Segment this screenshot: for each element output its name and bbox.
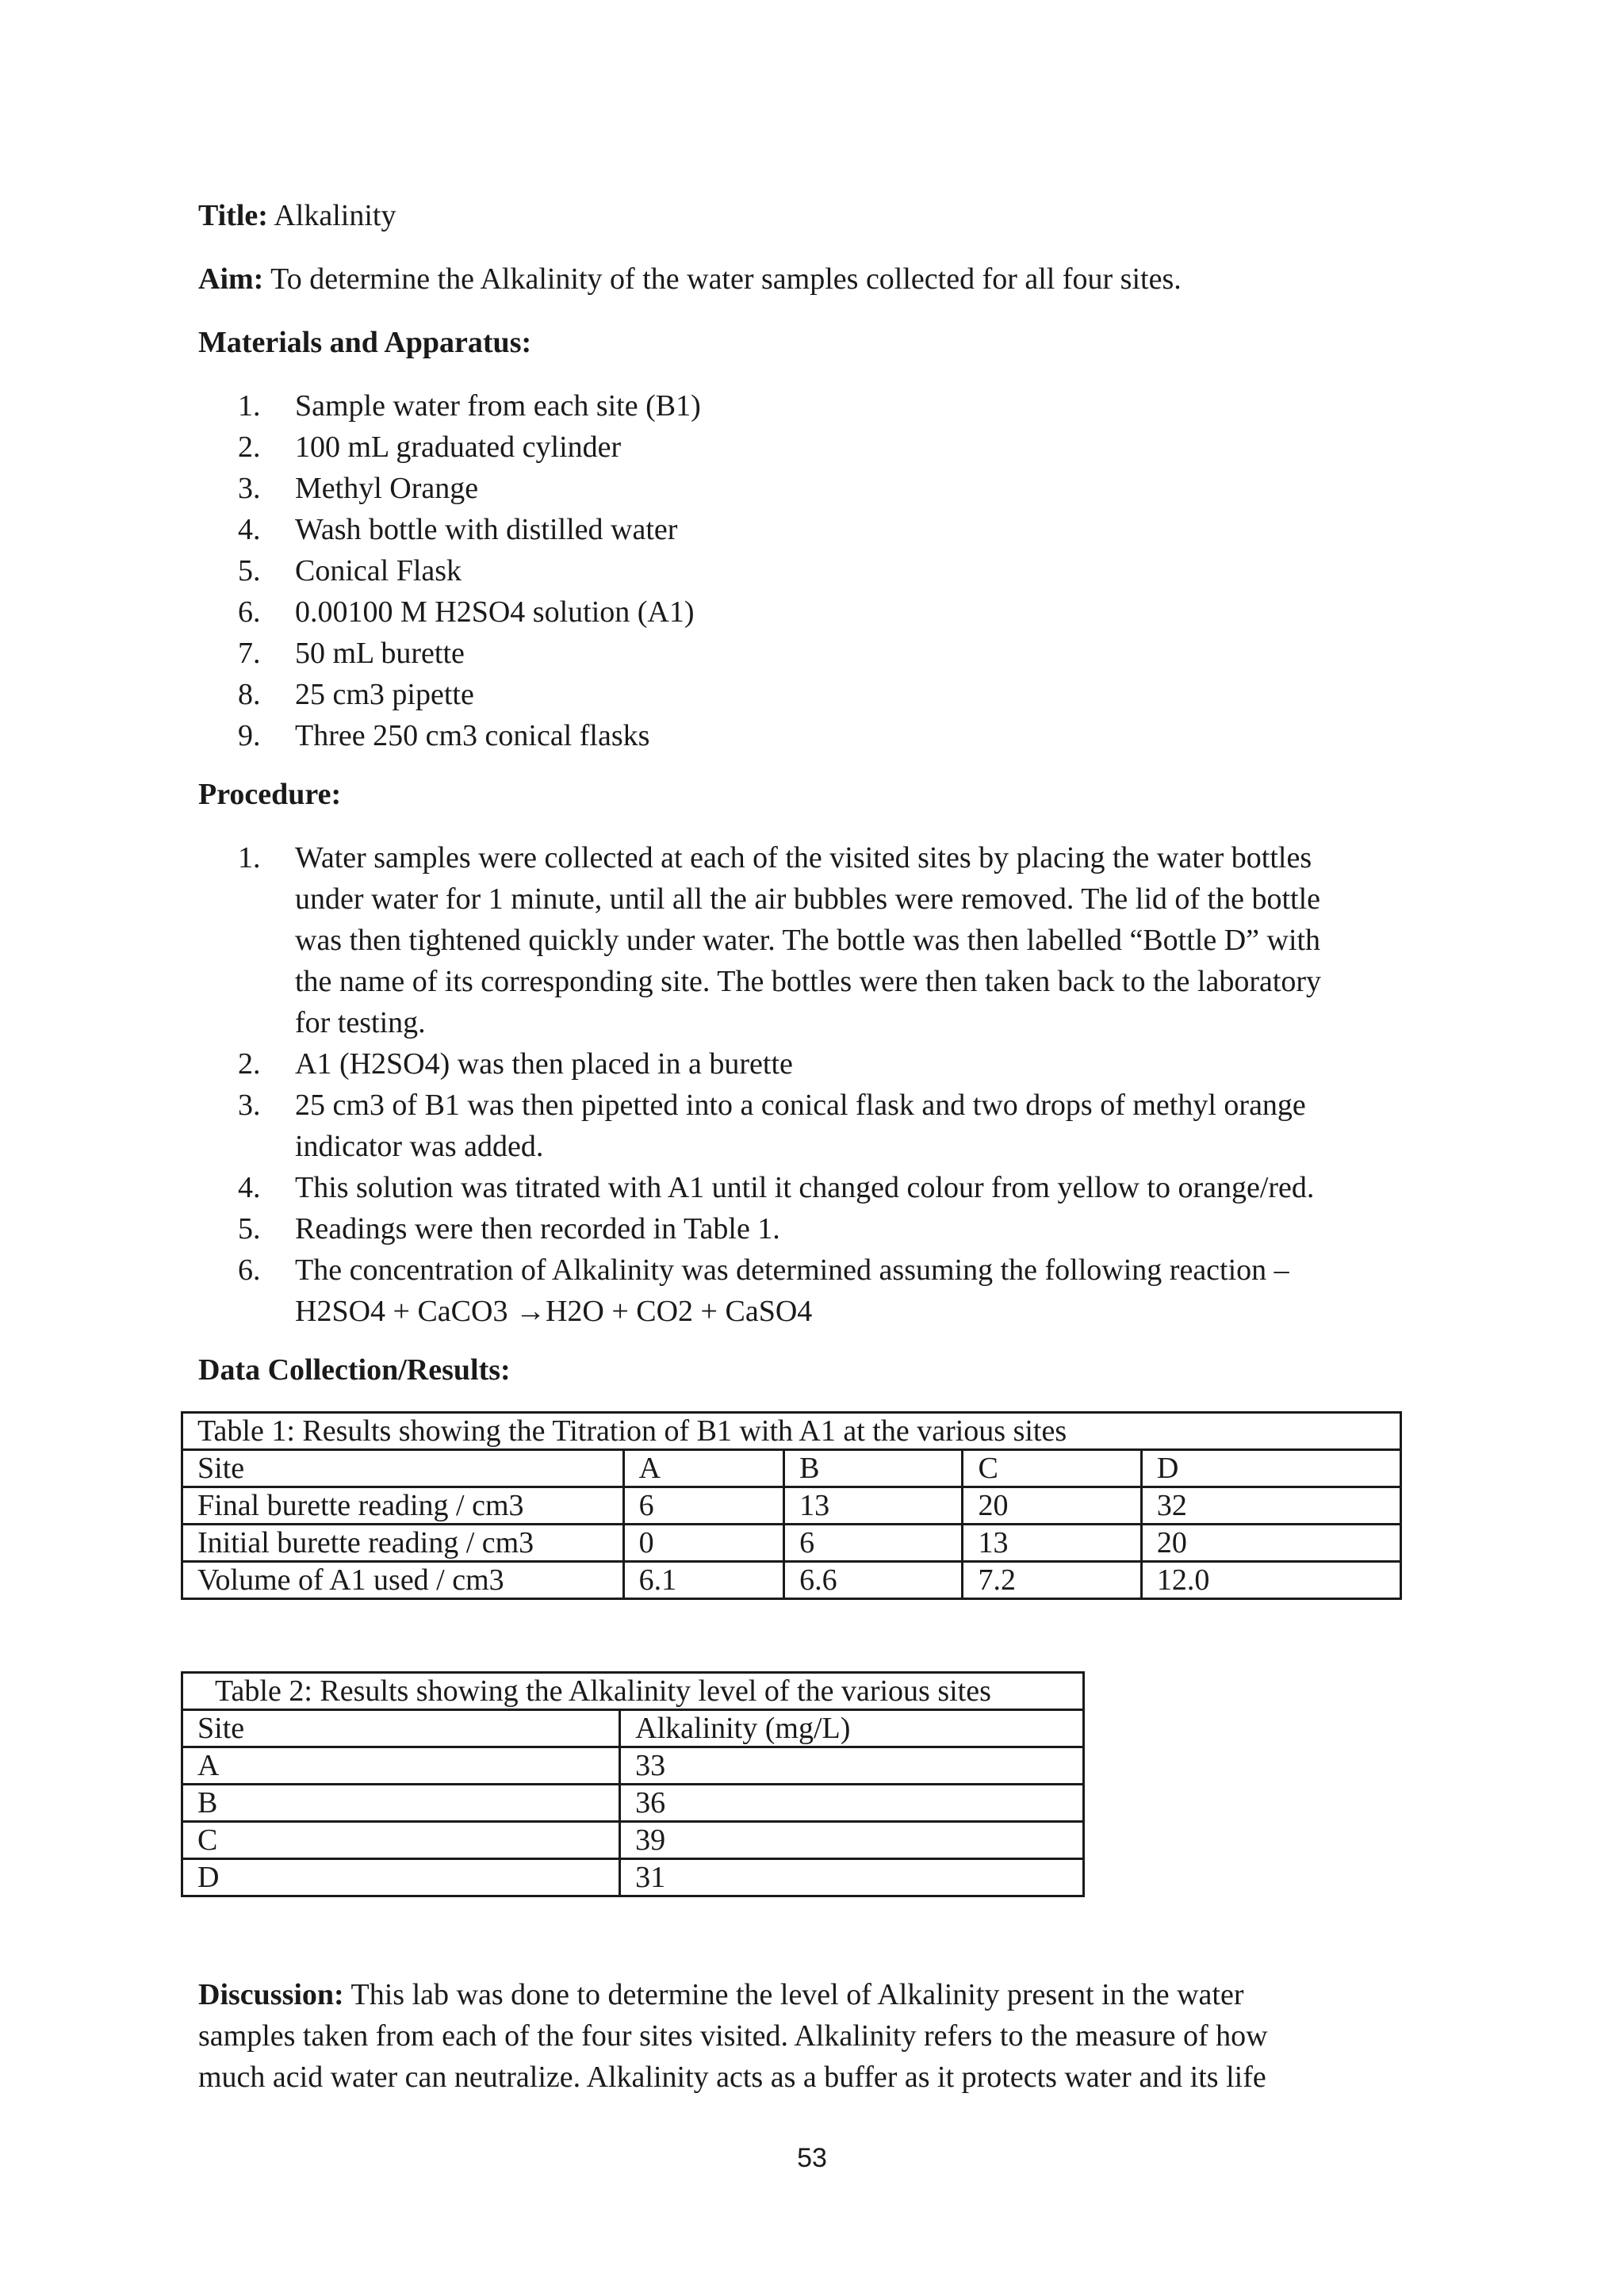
title-text: Alkalinity (274, 199, 396, 232)
table-row (182, 1562, 1401, 1599)
table-caption-row (182, 1413, 1401, 1450)
table-caption: Table 1: Results showing the Titration of B1 with A1 at the various sites (182, 1413, 1401, 1450)
discussion-text: This lab was done to determine the level of Alkalinity present in the water (343, 1978, 1244, 2011)
table-2 (181, 1671, 1085, 1897)
table-cell: A (182, 1747, 620, 1785)
table-cell: 13 (784, 1487, 963, 1525)
header-cell: Site (182, 1710, 620, 1747)
item-text: Water samples were collected at each of the visited sites by placing the water bottles (295, 841, 1312, 874)
item-number: 4. (238, 1171, 261, 1204)
header-cell: D (1141, 1450, 1400, 1487)
table-header-row (182, 1450, 1401, 1487)
materials-heading: Materials and Apparatus: (198, 326, 532, 359)
item-number: 5. (238, 554, 261, 587)
item-text: the name of its corresponding site. The bottles were then taken back to the laboratory (295, 965, 1322, 998)
table-1 (181, 1411, 1402, 1600)
item-text: 100 mL graduated cylinder (295, 430, 622, 464)
header-cell: Alkalinity (mg/L) (620, 1710, 1084, 1747)
table-row (182, 1747, 1084, 1785)
table-cell: 20 (963, 1487, 1141, 1525)
item-text: H2SO4 + CaCO3 →H2O + CO2 + CaSO4 (295, 1295, 813, 1328)
item-text: 50 mL burette (295, 637, 465, 670)
item-number: 3. (238, 1089, 261, 1122)
discussion-line-3: much acid water can neutralize. Alkalinity acts as a buffer as it protects water and its life (198, 2061, 1266, 2094)
item-text: 0.00100 M H2SO4 solution (A1) (295, 595, 695, 629)
table-cell: 6 (784, 1525, 963, 1562)
table-cell: Final burette reading / cm3 (182, 1487, 624, 1525)
item-number: 4. (238, 513, 261, 546)
item-number: 2. (238, 1047, 261, 1081)
table-cell: 12.0 (1141, 1562, 1400, 1599)
table-cell: 13 (963, 1525, 1141, 1562)
table-row (182, 1487, 1401, 1525)
header-cell: A (623, 1450, 783, 1487)
item-text: Three 250 cm3 conical flasks (295, 719, 650, 752)
table-cell: 7.2 (963, 1562, 1141, 1599)
aim-line (198, 258, 1182, 300)
table-cell: 39 (620, 1822, 1084, 1859)
table-cell: Initial burette reading / cm3 (182, 1525, 624, 1562)
item-text: A1 (H2SO4) was then placed in a burette (295, 1047, 793, 1081)
item-text: was then tightened quickly under water. The bottle was then labelled “Bottle D” with (295, 924, 1321, 957)
item-text: This solution was titrated with A1 until it changed colour from yellow to orange/red. (295, 1171, 1315, 1204)
item-text: Sample water from each site (B1) (295, 389, 701, 423)
table-cell: 36 (620, 1785, 1084, 1822)
page-number: 53 (797, 2143, 827, 2173)
table-header-row (182, 1710, 1084, 1747)
aim-label: Aim: (198, 262, 264, 296)
table-caption-row (182, 1673, 1084, 1710)
item-text: Conical Flask (295, 554, 462, 587)
table-cell: 6.6 (784, 1562, 963, 1599)
item-number: 6. (238, 595, 261, 629)
table-cell: 6 (623, 1487, 783, 1525)
item-text: 25 cm3 of B1 was then pipetted into a conical flask and two drops of methyl orange (295, 1089, 1306, 1122)
table-row (182, 1525, 1401, 1562)
item-text: Methyl Orange (295, 472, 479, 505)
table-caption: Table 2: Results showing the Alkalinity level of the various sites (182, 1673, 1084, 1710)
table-cell: 31 (620, 1859, 1084, 1896)
table-row (182, 1859, 1084, 1896)
item-number: 1. (238, 841, 261, 874)
item-number: 3. (238, 472, 261, 505)
table-row (182, 1785, 1084, 1822)
discussion-line-2: samples taken from each of the four sites visited. Alkalinity refers to the measure of how (198, 2019, 1268, 2053)
table-cell: 20 (1141, 1525, 1400, 1562)
table-cell: 6.1 (623, 1562, 783, 1599)
table-cell: 32 (1141, 1487, 1400, 1525)
title-line (198, 195, 396, 236)
aim-text: To determine the Alkalinity of the water samples collected for all four sites. (270, 262, 1182, 296)
table-cell: 33 (620, 1747, 1084, 1785)
item-number: 5. (238, 1212, 261, 1246)
item-text: under water for 1 minute, until all the air bubbles were removed. The lid of the bottle (295, 882, 1321, 916)
item-text: indicator was added. (295, 1130, 544, 1163)
title-label: Title: (198, 199, 268, 232)
table-cell: B (182, 1785, 620, 1822)
item-number: 2. (238, 430, 261, 464)
discussion-label: Discussion: (198, 1978, 344, 2011)
discussion-line-1 (198, 1974, 1244, 2015)
item-text: The concentration of Alkalinity was determined assuming the following reaction – (295, 1253, 1289, 1287)
item-number: 7. (238, 637, 261, 670)
item-number: 6. (238, 1253, 261, 1287)
item-number: 8. (238, 678, 261, 711)
item-number: 9. (238, 719, 261, 752)
header-cell: Site (182, 1450, 624, 1487)
table-cell: 0 (623, 1525, 783, 1562)
table-cell: Volume of A1 used / cm3 (182, 1562, 624, 1599)
item-number: 1. (238, 389, 261, 423)
item-text: Wash bottle with distilled water (295, 513, 678, 546)
header-cell: C (963, 1450, 1141, 1487)
item-text: for testing. (295, 1006, 426, 1039)
table-cell: C (182, 1822, 620, 1859)
header-cell: B (784, 1450, 963, 1487)
procedure-heading: Procedure: (198, 778, 342, 811)
item-text: 25 cm3 pipette (295, 678, 474, 711)
item-text: Readings were then recorded in Table 1. (295, 1212, 780, 1246)
table-cell: D (182, 1859, 620, 1896)
results-heading: Data Collection/Results: (198, 1353, 511, 1387)
table-row (182, 1822, 1084, 1859)
